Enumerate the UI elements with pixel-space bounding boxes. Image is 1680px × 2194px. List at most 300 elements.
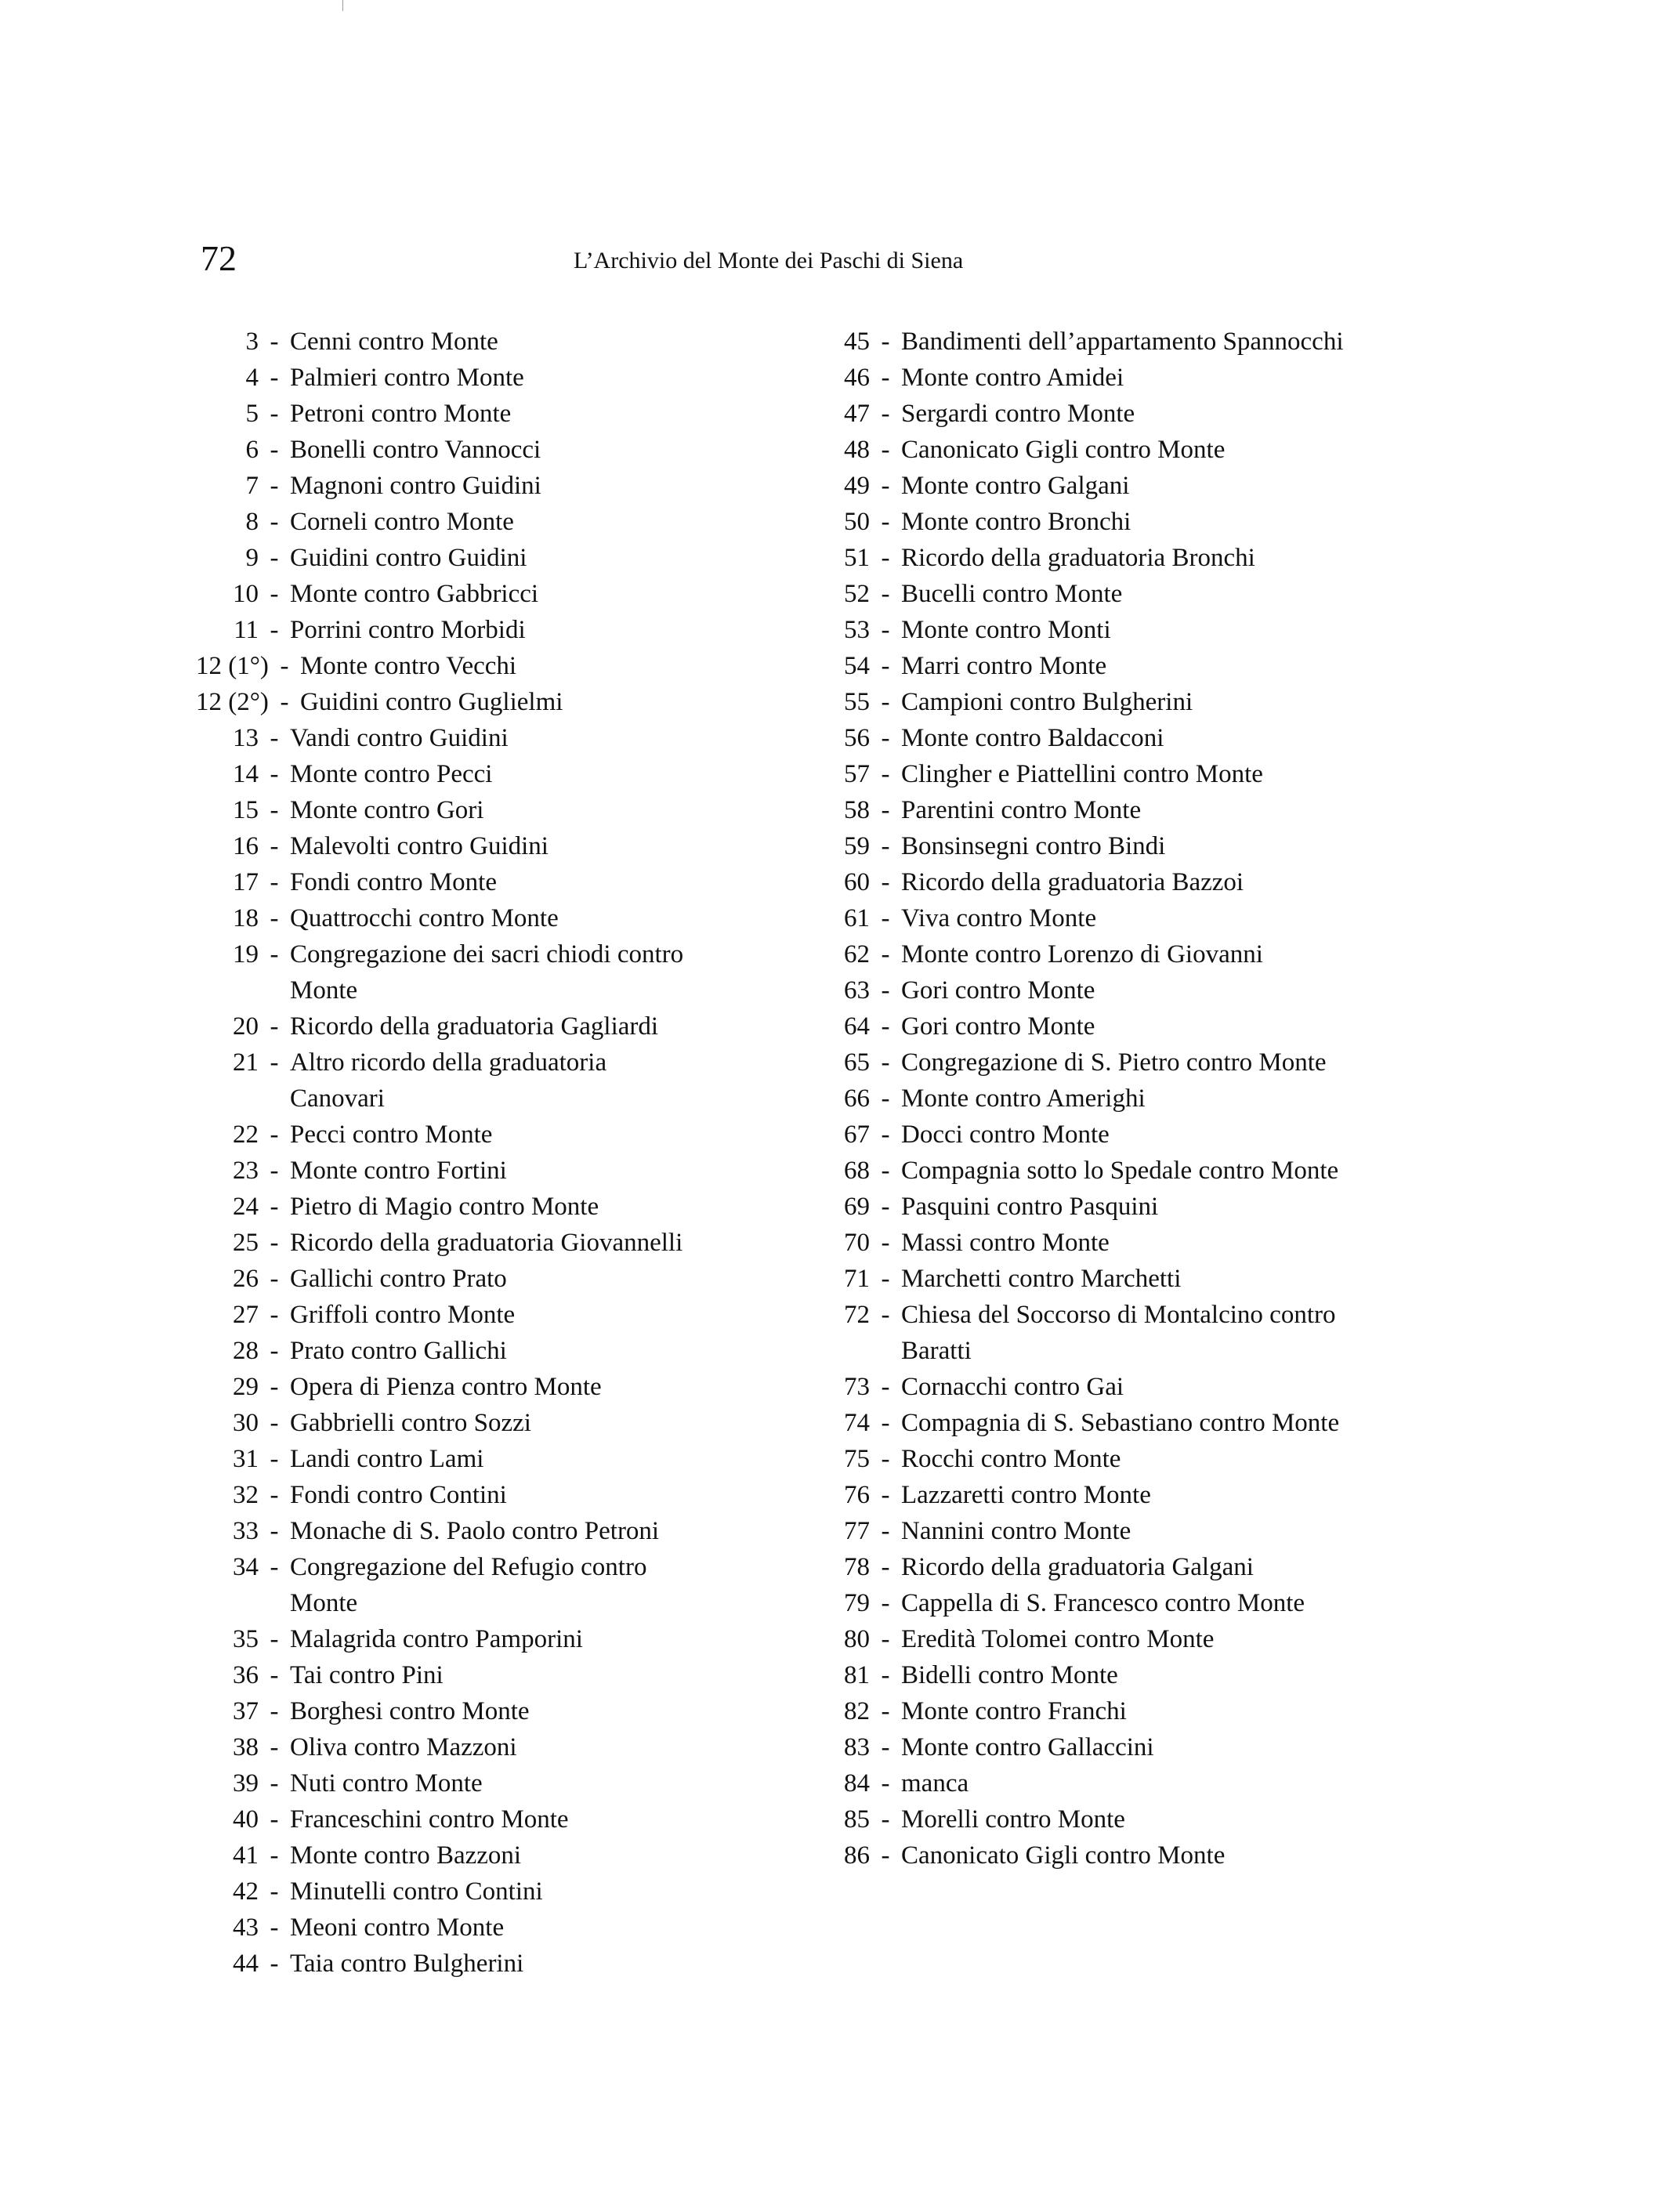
entry-separator: - xyxy=(270,1409,279,1437)
entry-separator: - xyxy=(270,544,279,572)
entry-number: 44 xyxy=(233,1950,259,1978)
entry-separator: - xyxy=(881,1301,890,1329)
entry-title: Taia contro Bulgherini xyxy=(290,1950,524,1978)
list-item xyxy=(196,1477,791,1513)
entry-separator: - xyxy=(881,1012,890,1041)
entry-number: 68 xyxy=(844,1157,870,1185)
entry-separator: - xyxy=(270,1805,279,1834)
entry-number: 48 xyxy=(844,436,870,464)
list-item xyxy=(196,396,791,432)
list-item xyxy=(196,1621,791,1657)
list-item xyxy=(807,900,1403,936)
entry-title: Gabbrielli contro Sozzi xyxy=(290,1409,531,1437)
entry-separator: - xyxy=(270,832,279,860)
entry-separator: - xyxy=(280,688,289,716)
entry-number: 76 xyxy=(844,1481,870,1509)
list-item xyxy=(196,1729,791,1765)
entry-title: Rocchi contro Monte xyxy=(901,1445,1121,1473)
list-item xyxy=(807,1225,1403,1261)
list-item xyxy=(196,432,791,468)
list-item xyxy=(807,1189,1403,1225)
entry-title: Gallichi contro Prato xyxy=(290,1265,507,1293)
entry-separator: - xyxy=(270,1121,279,1149)
entry-separator: - xyxy=(270,1012,279,1041)
entry-title: Ricordo della graduatoria Bazzoi xyxy=(901,868,1244,896)
entry-title: Marchetti contro Marchetti xyxy=(901,1265,1182,1293)
entry-title: Nuti contro Monte xyxy=(290,1769,483,1798)
entry-title: Landi contro Lami xyxy=(290,1445,484,1473)
entry-title: Congregazione dei sacri chiodi contro Monte xyxy=(290,940,684,1005)
entry-separator: - xyxy=(881,652,890,680)
list-item xyxy=(196,792,791,828)
list-item xyxy=(196,1910,791,1946)
list-item xyxy=(196,1297,791,1333)
entry-title: Prato contro Gallichi xyxy=(290,1337,507,1365)
list-item xyxy=(196,1405,791,1441)
entry-title: Gori contro Monte xyxy=(901,976,1095,1005)
list-item xyxy=(196,864,791,900)
entry-separator: - xyxy=(280,652,289,680)
list-item xyxy=(807,1081,1403,1117)
list-item xyxy=(807,972,1403,1008)
entry-number: 62 xyxy=(844,940,870,968)
entry-title: Monte contro Monti xyxy=(901,616,1111,644)
entry-separator: - xyxy=(881,1553,890,1581)
entry-title: Malevolti contro Guidini xyxy=(290,832,549,860)
entry-title: Fondi contro Monte xyxy=(290,868,497,896)
entry-number: 49 xyxy=(844,472,870,500)
entry-separator: - xyxy=(270,1517,279,1545)
entry-separator: - xyxy=(881,544,890,572)
entry-number: 64 xyxy=(844,1012,870,1041)
entry-number: 16 xyxy=(233,832,259,860)
entry-number: 81 xyxy=(844,1661,870,1689)
entry-separator: - xyxy=(881,1481,890,1509)
list-item xyxy=(807,1549,1403,1585)
running-title: L’Archivio del Monte dei Paschi di Siena xyxy=(574,248,964,273)
list-item xyxy=(807,1261,1403,1297)
entry-separator: - xyxy=(881,1769,890,1798)
entry-title: Griffoli contro Monte xyxy=(290,1301,516,1329)
list-item xyxy=(807,864,1403,900)
entry-separator: - xyxy=(270,616,279,644)
list-item xyxy=(196,1946,791,1982)
list-item xyxy=(807,576,1403,612)
entry-number: 38 xyxy=(233,1733,259,1761)
entry-separator: - xyxy=(270,1301,279,1329)
list-item xyxy=(807,432,1403,468)
entry-title: Quattrocchi contro Monte xyxy=(290,904,559,932)
entry-number: 32 xyxy=(233,1481,259,1509)
entry-number: 25 xyxy=(233,1229,259,1257)
entry-title: Morelli contro Monte xyxy=(901,1805,1125,1834)
entry-number: 71 xyxy=(844,1265,870,1293)
entry-separator: - xyxy=(881,940,890,968)
entry-separator: - xyxy=(270,1553,279,1581)
entry-title: Compagnia sotto lo Spedale contro Monte xyxy=(901,1157,1339,1185)
entry-number: 17 xyxy=(233,868,259,896)
entry-number: 83 xyxy=(844,1733,870,1761)
right-column xyxy=(807,324,1403,1874)
list-item xyxy=(807,1153,1403,1189)
entry-separator: - xyxy=(881,1517,890,1545)
entry-separator: - xyxy=(881,1193,890,1221)
entry-title: Opera di Pienza contro Monte xyxy=(290,1373,602,1401)
list-item xyxy=(196,612,791,648)
entry-number: 51 xyxy=(844,544,870,572)
entry-number: 86 xyxy=(844,1841,870,1870)
entry-title: Pecci contro Monte xyxy=(290,1121,493,1149)
list-item xyxy=(807,360,1403,396)
entry-separator: - xyxy=(270,436,279,464)
entry-separator: - xyxy=(270,1229,279,1257)
entry-separator: - xyxy=(881,976,890,1005)
list-item xyxy=(807,1585,1403,1621)
entry-number: 13 xyxy=(233,724,259,752)
list-item xyxy=(807,1297,1403,1369)
list-item xyxy=(196,1441,791,1477)
entry-number: 73 xyxy=(844,1373,870,1401)
entry-number: 72 xyxy=(844,1301,870,1329)
list-item xyxy=(196,720,791,756)
list-item xyxy=(196,1657,791,1693)
list-item xyxy=(807,792,1403,828)
entry-number: 19 xyxy=(233,940,259,968)
entry-separator: - xyxy=(270,940,279,968)
entry-number: 45 xyxy=(844,328,870,356)
entry-separator: - xyxy=(881,1265,890,1293)
entry-number: 67 xyxy=(844,1121,870,1149)
entry-title: Minutelli contro Contini xyxy=(290,1877,543,1906)
list-item xyxy=(196,1225,791,1261)
entry-number: 11 xyxy=(234,616,259,644)
entry-separator: - xyxy=(270,1661,279,1689)
list-item xyxy=(196,1549,791,1621)
list-item xyxy=(807,1621,1403,1657)
list-item xyxy=(196,1837,791,1874)
entry-separator: - xyxy=(881,1121,890,1149)
entry-title: Petroni contro Monte xyxy=(290,400,512,428)
entry-number: 9 xyxy=(245,544,259,572)
entry-number: 4 xyxy=(245,364,259,392)
list-item xyxy=(807,1765,1403,1801)
entry-number: 56 xyxy=(844,724,870,752)
entry-number: 74 xyxy=(844,1409,870,1437)
entry-separator: - xyxy=(881,688,890,716)
entry-separator: - xyxy=(881,580,890,608)
list-item xyxy=(807,648,1403,684)
list-item xyxy=(196,1117,791,1153)
list-item xyxy=(807,684,1403,720)
entry-separator: - xyxy=(270,580,279,608)
entry-separator: - xyxy=(270,1445,279,1473)
entry-separator: - xyxy=(881,1048,890,1077)
entry-separator: - xyxy=(881,904,890,932)
entry-title: Nannini contro Monte xyxy=(901,1517,1131,1545)
entry-title: Bucelli contro Monte xyxy=(901,580,1123,608)
entry-title: Guidini contro Guidini xyxy=(290,544,527,572)
page-number: 72 xyxy=(201,238,237,278)
entry-number: 75 xyxy=(844,1445,870,1473)
entry-number: 40 xyxy=(233,1805,259,1834)
entry-title: Ricordo della graduatoria Giovannelli xyxy=(290,1229,683,1257)
list-item xyxy=(196,324,791,360)
entry-title: Parentini contro Monte xyxy=(901,796,1142,824)
entry-title: Monte contro Baldacconi xyxy=(901,724,1164,752)
entry-title: Campioni contro Bulgherini xyxy=(901,688,1193,716)
entry-title: manca xyxy=(901,1769,969,1798)
entry-number: 28 xyxy=(233,1337,259,1365)
entry-title: Bonelli contro Vannocci xyxy=(290,436,541,464)
entry-number: 79 xyxy=(844,1589,870,1617)
entry-separator: - xyxy=(881,616,890,644)
entry-separator: - xyxy=(881,724,890,752)
entry-number: 15 xyxy=(233,796,259,824)
entry-separator: - xyxy=(881,400,890,428)
entry-separator: - xyxy=(881,1157,890,1185)
entry-title: Clingher e Piattellini contro Monte xyxy=(901,760,1263,788)
list-item xyxy=(807,720,1403,756)
entry-separator: - xyxy=(270,1337,279,1365)
entry-number: 12 (2°) xyxy=(196,688,269,716)
list-item xyxy=(196,1333,791,1369)
entry-number: 30 xyxy=(233,1409,259,1437)
entry-number: 78 xyxy=(844,1553,870,1581)
list-item xyxy=(807,1117,1403,1153)
entry-separator: - xyxy=(881,760,890,788)
list-item xyxy=(807,1045,1403,1081)
entry-separator: - xyxy=(270,760,279,788)
entry-number: 85 xyxy=(844,1805,870,1834)
entry-number: 63 xyxy=(844,976,870,1005)
list-item xyxy=(807,1657,1403,1693)
list-item xyxy=(807,1369,1403,1405)
entry-number: 70 xyxy=(844,1229,870,1257)
entry-separator: - xyxy=(881,1841,890,1870)
entry-separator: - xyxy=(270,472,279,500)
entry-separator: - xyxy=(270,1841,279,1870)
entry-title: Franceschini contro Monte xyxy=(290,1805,569,1834)
entry-number: 60 xyxy=(844,868,870,896)
entry-title: Bidelli contro Monte xyxy=(901,1661,1118,1689)
entry-number: 7 xyxy=(245,472,259,500)
entry-number: 6 xyxy=(245,436,259,464)
entry-number: 27 xyxy=(233,1301,259,1329)
entry-title: Fondi contro Contini xyxy=(290,1481,507,1509)
entry-separator: - xyxy=(270,1769,279,1798)
list-item xyxy=(196,684,791,720)
list-item xyxy=(807,828,1403,864)
list-item xyxy=(807,936,1403,972)
entry-number: 33 xyxy=(233,1517,259,1545)
scan-mark xyxy=(342,0,343,11)
entry-number: 61 xyxy=(844,904,870,932)
entry-number: 18 xyxy=(233,904,259,932)
entry-number: 82 xyxy=(844,1697,870,1725)
list-item xyxy=(196,1369,791,1405)
entry-title: Monte contro Gabbricci xyxy=(290,580,539,608)
entry-title: Viva contro Monte xyxy=(901,904,1097,932)
list-item xyxy=(196,828,791,864)
entry-title: Pasquini contro Pasquini xyxy=(901,1193,1159,1221)
entry-separator: - xyxy=(881,832,890,860)
entry-separator: - xyxy=(270,1913,279,1942)
entry-separator: - xyxy=(881,1084,890,1113)
list-item xyxy=(807,612,1403,648)
entry-number: 59 xyxy=(844,832,870,860)
list-item xyxy=(807,1405,1403,1441)
entry-number: 20 xyxy=(233,1012,259,1041)
entry-separator: - xyxy=(881,436,890,464)
entry-title: Canonicato Gigli contro Monte xyxy=(901,436,1226,464)
entry-separator: - xyxy=(881,472,890,500)
entry-number: 77 xyxy=(844,1517,870,1545)
entry-separator: - xyxy=(270,400,279,428)
entry-number: 12 (1°) xyxy=(196,652,269,680)
entry-title: Cenni contro Monte xyxy=(290,328,498,356)
entry-title: Tai contro Pini xyxy=(290,1661,444,1689)
entry-title: Canonicato Gigli contro Monte xyxy=(901,1841,1226,1870)
entry-separator: - xyxy=(881,868,890,896)
entry-title: Lazzaretti contro Monte xyxy=(901,1481,1151,1509)
entry-separator: - xyxy=(881,1625,890,1653)
entry-title: Porrini contro Morbidi xyxy=(290,616,526,644)
entry-title: Ricordo della graduatoria Gagliardi xyxy=(290,1012,659,1041)
entry-title: Bonsinsegni contro Bindi xyxy=(901,832,1166,860)
list-item xyxy=(807,540,1403,576)
entry-title: Altro ricordo della graduatoria Canovari xyxy=(290,1048,607,1113)
list-item xyxy=(196,648,791,684)
entry-title: Monte contro Franchi xyxy=(901,1697,1127,1725)
entry-title: Eredità Tolomei contro Monte xyxy=(901,1625,1215,1653)
list-item xyxy=(196,1693,791,1729)
entry-separator: - xyxy=(881,328,890,356)
entry-separator: - xyxy=(881,1229,890,1257)
entry-number: 35 xyxy=(233,1625,259,1653)
list-item xyxy=(807,1837,1403,1874)
entry-number: 84 xyxy=(844,1769,870,1798)
entry-title: Congregazione del Refugio contro Monte xyxy=(290,1553,647,1617)
entry-title: Monache di S. Paolo contro Petroni xyxy=(290,1517,660,1545)
entry-title: Monte contro Galgani xyxy=(901,472,1130,500)
entry-title: Oliva contro Mazzoni xyxy=(290,1733,517,1761)
entry-separator: - xyxy=(881,1409,890,1437)
entry-separator: - xyxy=(881,1733,890,1761)
entry-separator: - xyxy=(270,1157,279,1185)
entry-title: Monte contro Amerighi xyxy=(901,1084,1146,1113)
entry-number: 21 xyxy=(233,1048,259,1077)
entry-number: 54 xyxy=(844,652,870,680)
entry-title: Palmieri contro Monte xyxy=(290,364,524,392)
list-item xyxy=(807,1513,1403,1549)
list-item xyxy=(196,576,791,612)
entry-separator: - xyxy=(270,1697,279,1725)
entry-separator: - xyxy=(881,1373,890,1401)
entry-number: 50 xyxy=(844,508,870,536)
entry-separator: - xyxy=(270,508,279,536)
entry-number: 10 xyxy=(233,580,259,608)
entry-number: 14 xyxy=(233,760,259,788)
entry-title: Cappella di S. Francesco contro Monte xyxy=(901,1589,1305,1617)
list-item xyxy=(196,1801,791,1837)
entry-separator: - xyxy=(881,364,890,392)
entry-number: 5 xyxy=(245,400,259,428)
entry-number: 34 xyxy=(233,1553,259,1581)
entry-separator: - xyxy=(270,1733,279,1761)
entry-separator: - xyxy=(881,796,890,824)
left-column xyxy=(196,324,791,1982)
entry-number: 46 xyxy=(844,364,870,392)
list-item xyxy=(196,360,791,396)
entry-separator: - xyxy=(270,796,279,824)
entry-title: Malagrida contro Pamporini xyxy=(290,1625,583,1653)
entry-number: 43 xyxy=(233,1913,259,1942)
entry-number: 3 xyxy=(245,328,259,356)
list-item xyxy=(196,540,791,576)
list-item xyxy=(807,1441,1403,1477)
list-item xyxy=(807,504,1403,540)
list-item xyxy=(196,468,791,504)
entry-title: Monte contro Fortini xyxy=(290,1157,507,1185)
entry-separator: - xyxy=(270,1048,279,1077)
entry-title: Chiesa del Soccorso di Montalcino contro Baratti xyxy=(901,1301,1336,1365)
entry-title: Bandimenti dell’appartamento Spannocchi xyxy=(901,328,1344,356)
entry-separator: - xyxy=(881,1589,890,1617)
entry-title: Congregazione di S. Pietro contro Monte xyxy=(901,1048,1327,1077)
entry-number: 8 xyxy=(245,508,259,536)
entry-title: Pietro di Magio contro Monte xyxy=(290,1193,599,1221)
entry-number: 22 xyxy=(233,1121,259,1149)
entry-separator: - xyxy=(881,1805,890,1834)
list-item xyxy=(807,396,1403,432)
entry-number: 55 xyxy=(844,688,870,716)
entry-title: Gori contro Monte xyxy=(901,1012,1095,1041)
entry-number: 65 xyxy=(844,1048,870,1077)
entry-number: 31 xyxy=(233,1445,259,1473)
entry-separator: - xyxy=(270,724,279,752)
entry-title: Corneli contro Monte xyxy=(290,508,514,536)
entry-title: Guidini contro Guglielmi xyxy=(299,688,563,716)
entry-title: Marri contro Monte xyxy=(901,652,1107,680)
entry-title: Ricordo della graduatoria Bronchi xyxy=(901,544,1255,572)
entry-separator: - xyxy=(270,1265,279,1293)
list-item xyxy=(196,1765,791,1801)
list-item xyxy=(807,1693,1403,1729)
entry-separator: - xyxy=(270,1373,279,1401)
list-item xyxy=(196,1874,791,1910)
entry-separator: - xyxy=(881,1697,890,1725)
entry-number: 26 xyxy=(233,1265,259,1293)
page-header xyxy=(0,227,1680,290)
list-item xyxy=(196,900,791,936)
entry-number: 80 xyxy=(844,1625,870,1653)
entry-separator: - xyxy=(881,1445,890,1473)
entry-title: Monte contro Bronchi xyxy=(901,508,1131,536)
entry-title: Magnoni contro Guidini xyxy=(290,472,541,500)
entry-number: 41 xyxy=(233,1841,259,1870)
entry-title: Monte contro Pecci xyxy=(290,760,493,788)
entry-title: Meoni contro Monte xyxy=(290,1913,505,1942)
entry-title: Borghesi contro Monte xyxy=(290,1697,530,1725)
entry-number: 52 xyxy=(844,580,870,608)
entry-number: 42 xyxy=(233,1877,259,1906)
entry-title: Vandi contro Guidini xyxy=(290,724,509,752)
list-item xyxy=(196,1189,791,1225)
entry-number: 53 xyxy=(844,616,870,644)
entry-title: Monte contro Gori xyxy=(290,796,484,824)
entry-separator: - xyxy=(270,1950,279,1978)
list-item xyxy=(807,468,1403,504)
